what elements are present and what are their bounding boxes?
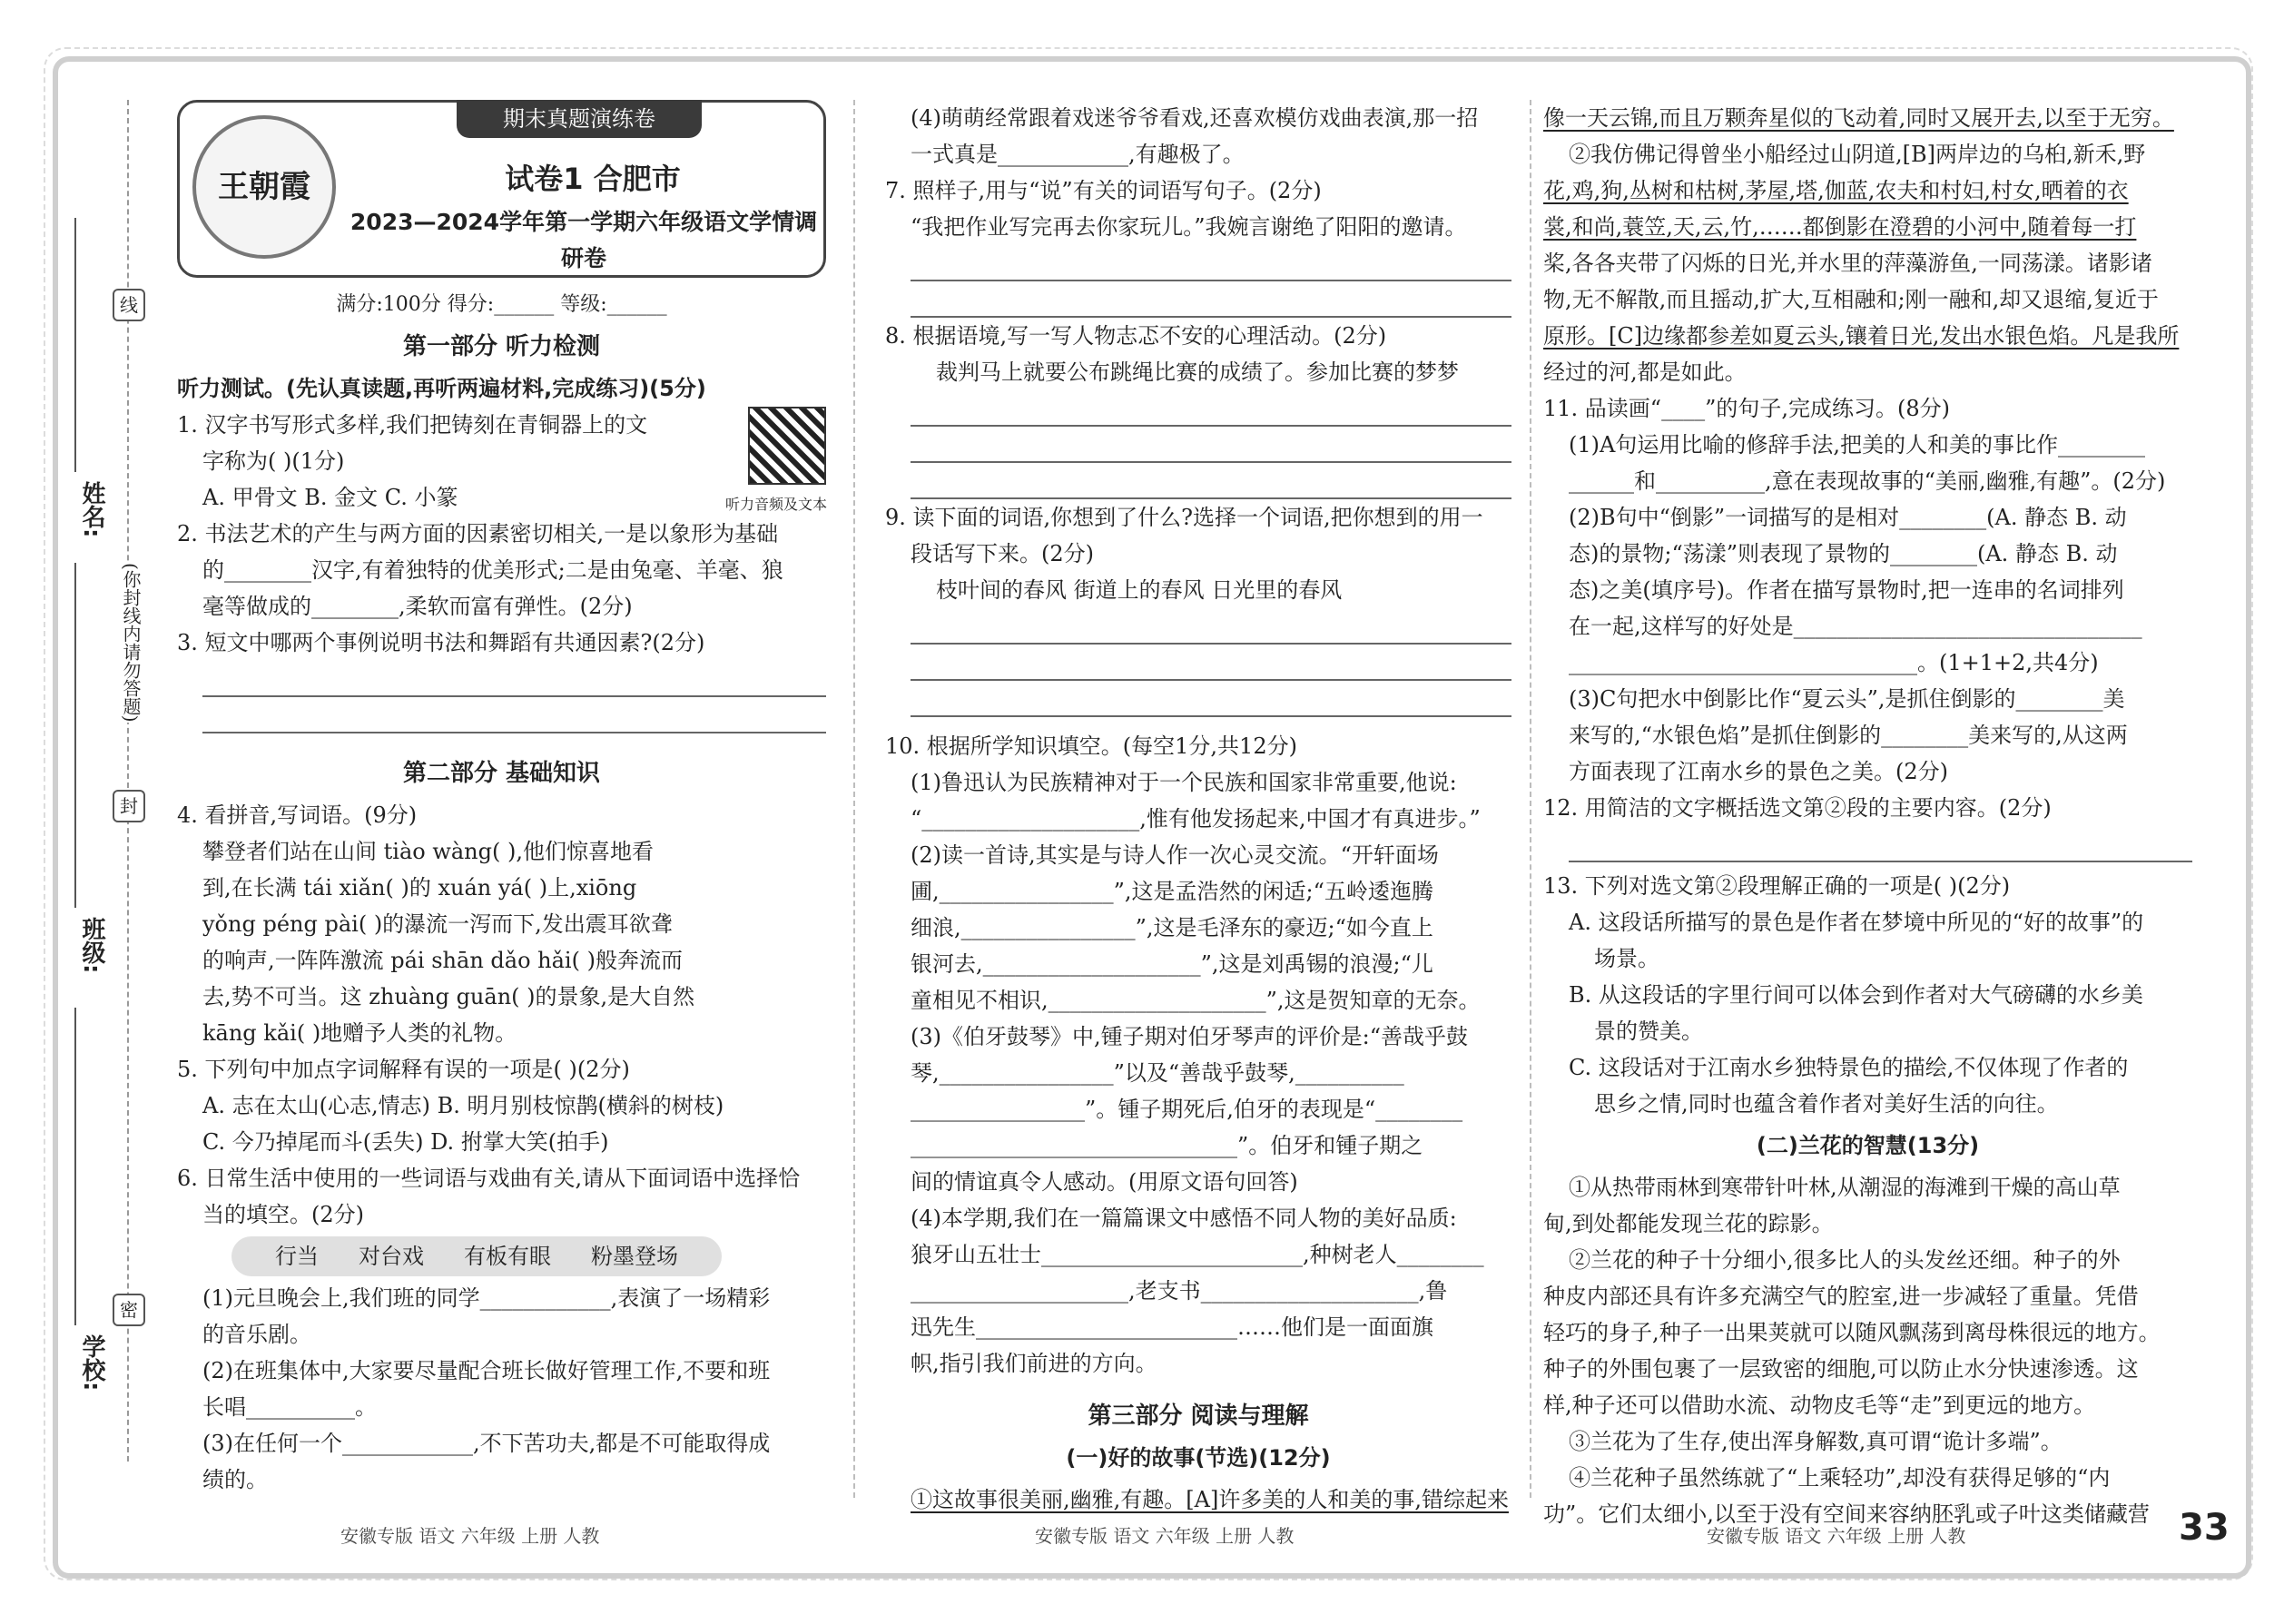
q6-item: 长唱__________。 xyxy=(202,1394,377,1420)
q10-item: 狼牙山五壮士________________________,种树老人________ xyxy=(911,1242,1484,1267)
qr-caption: 听力音频及文本 xyxy=(724,496,827,513)
column-divider xyxy=(853,100,855,1498)
q6-item: 的音乐剧。 xyxy=(202,1322,311,1347)
answer-line[interactable] xyxy=(911,681,1511,717)
q6-item: 一式真是____________,有趣极了。 xyxy=(911,142,1245,167)
q1-text: 字称为( )(1分) xyxy=(202,448,345,474)
q11-item: ________________________________。(1+1+2,共4分) xyxy=(1569,650,2099,675)
answer-line[interactable] xyxy=(911,427,1511,463)
column-2 xyxy=(885,100,1511,1518)
score-line: 满分:100分 得分:______ 等级:______ xyxy=(336,293,667,316)
q4-text: 去,势不可当。这 zhuàng guān( )的景象,是大自然 xyxy=(202,984,695,1009)
q4-text: 到,在长满 tái xiǎn( )的 xuán yá( )上,xiōng xyxy=(202,875,637,901)
class-line xyxy=(74,563,76,908)
answer-line[interactable] xyxy=(911,645,1511,681)
binding-mark-secret: 密 xyxy=(113,1294,145,1326)
q11-item: 来写的,“水银色焰”是抓住倒影的________美来写的,从这两 xyxy=(1569,723,2128,748)
q3-text: 3. 短文中哪两个事例说明书法和舞蹈有共通因素?(2分) xyxy=(177,630,705,655)
reading-text: 甸,到处都能发现兰花的踪影。 xyxy=(1543,1211,1834,1236)
reading-text: ①从热带雨林到寒带针叶林,从潮湿的海滩到干燥的高山草 xyxy=(1569,1175,2121,1200)
answer-line[interactable] xyxy=(911,281,1511,318)
word-item: 粉墨登场 xyxy=(591,1244,678,1269)
q12-text: 12. 用简洁的文字概括选文第②段的主要内容。(2分) xyxy=(1543,795,2052,821)
q2-text: 的________汉字,有着独特的优美形式;二是由兔毫、羊毫、狼 xyxy=(202,557,783,583)
q8-context: 裁判马上就要公布跳绳比赛的成绩了。参加比赛的梦梦 xyxy=(936,359,1459,385)
answer-line[interactable] xyxy=(202,697,826,733)
reading-text: 种子的外围包裹了一层致密的细胞,可以防止水分快速渗透。这 xyxy=(1543,1356,2139,1382)
q4-text: 的响声,一阵阵激流 pái shān dǎo hǎi( )般奔流而 xyxy=(202,948,683,973)
q7-text: 7. 照样子,用与“说”有关的词语写句子。(2分) xyxy=(885,178,1322,203)
q13-option: A. 这段话所描写的景色是作者在梦境中所见的“好的故事”的 xyxy=(1569,910,2144,935)
q4-text: 攀登者们站在山间 tiào wàng( ),他们惊喜地看 xyxy=(202,839,654,864)
answer-line[interactable] xyxy=(911,390,1511,427)
q5-options: A. 志在太山(心志,情志) B. 明月别枝惊鹊(横斜的树枝) xyxy=(202,1093,724,1118)
name-line xyxy=(74,218,76,472)
reading-text: 原形。[C]边缘都参差如夏云头,镶着日光,发出水银色焰。凡是我所 xyxy=(1543,323,2180,349)
q10-item: (4)本学期,我们在一篇篇课文中感悟不同人物的美好品质: xyxy=(911,1206,1457,1231)
q9-text: 段话写下来。(2分) xyxy=(911,541,1094,566)
reading-text: 种皮内部还具有许多充满空气的腔室,进一步减轻了重量。凭借 xyxy=(1543,1284,2139,1309)
q1-text: 1. 汉字书写形式多样,我们把铸刻在青铜器上的文 xyxy=(177,412,648,438)
q7-example: “我把作业写完再去你家玩儿。”我婉言谢绝了阳阳的邀请。 xyxy=(911,214,1467,240)
reading-text: ③兰花为了生存,使出浑身解数,真可谓“诡计多端”。 xyxy=(1569,1429,2063,1454)
footer-text: 安徽专版 语文 六年级 上册 人教 xyxy=(340,1525,600,1547)
exam-title: 试卷1 合肥市 xyxy=(505,162,681,196)
q10-item: ______________________________”。伯牙和锺子期之 xyxy=(911,1133,1423,1158)
q10-item: ____________________,老支书____________________,鲁 xyxy=(911,1278,1448,1304)
q11-item: 态)的景物;“荡漾”则表现了景物的________(A. 静态 B. 动 xyxy=(1569,541,2118,566)
section-heading: 第一部分 听力检测 xyxy=(402,333,601,360)
class-label: 班级: xyxy=(78,917,105,974)
q13-text: 13. 下列对选文第②段理解正确的一项是( )(2分) xyxy=(1543,873,2011,899)
q10-item: (2)读一首诗,其实是与诗人作一次心灵交流。“开轩面场 xyxy=(911,842,1439,868)
exam-badge: 期末真题演练卷 xyxy=(457,100,702,138)
q8-text: 8. 根据语境,写一写人物志忑不安的心理活动。(2分) xyxy=(885,323,1387,349)
answer-line[interactable] xyxy=(202,661,826,697)
q6-item: (2)在班集体中,大家要尽量配合班长做好管理工作,不要和班 xyxy=(202,1358,771,1383)
q9-phrases: 枝叶间的春风 街道上的春风 日光里的春风 xyxy=(936,577,1343,603)
school-label: 学校: xyxy=(78,1334,105,1392)
q1-options: A. 甲骨文 B. 金文 C. 小篆 xyxy=(202,485,458,510)
reading-text: 轻巧的身子,种子一出果荚就可以随风飘荡到离母株很远的地方。 xyxy=(1543,1320,2161,1345)
binding-mark-line: 线 xyxy=(113,289,145,321)
reading-text: ②我仿佛记得曾坐小船经过山阴道,[B]两岸边的乌桕,新禾,野 xyxy=(1569,142,2146,167)
reading-title: (一)好的故事(节选)(12分) xyxy=(1066,1445,1331,1471)
q4-text: kāng kǎi( )地赠予人类的礼物。 xyxy=(202,1020,517,1046)
q10-item: 银河去,____________________”,这是刘禹锡的浪漫;“儿 xyxy=(911,951,1433,977)
q13-option: 思乡之情,同时也蕴含着作者对美好生活的向往。 xyxy=(1594,1091,2059,1117)
q11-text: 11. 品读画“____”的句子,完成练习。(8分) xyxy=(1543,396,1950,421)
publisher-logo: 王朝霞 xyxy=(192,115,336,259)
q13-option: 场景。 xyxy=(1594,946,1659,971)
word-item: 有板有眼 xyxy=(464,1244,551,1269)
school-line xyxy=(74,1008,76,1325)
q10-item: 帜,指引我们前进的方向。 xyxy=(911,1351,1157,1376)
q11-item: 态)之美(填序号)。作者在描写景物时,把一连串的名词排列 xyxy=(1569,577,2124,603)
answer-line[interactable] xyxy=(911,245,1511,281)
reading-text: ①这故事很美丽,幽雅,有趣。[A]许多美的人和美的事,错综起来 xyxy=(911,1487,1509,1512)
column-1 xyxy=(177,100,826,1498)
reading-text: 功”。它们太细小,以至于没有空间来容纳胚乳或子叶这类储藏营 xyxy=(1543,1501,2150,1527)
q10-item: ________________”。锺子期死后,伯牙的表现是“________ xyxy=(911,1097,1463,1122)
q5-options: C. 今乃掉尾而斗(丢失) D. 拊掌大笑(拍手) xyxy=(202,1129,609,1155)
q10-item: (1)鲁迅认为民族精神对于一个民族和国家非常重要,他说: xyxy=(911,770,1457,795)
question-1 xyxy=(177,407,826,516)
q10-item: 琴,________________”以及“善哉乎鼓琴,__________ xyxy=(911,1060,1404,1086)
section-heading: 第三部分 阅读与理解 xyxy=(1088,1403,1309,1430)
qr-code[interactable] xyxy=(748,407,826,485)
q6-item: (4)萌萌经常跟着戏迷爷爷看戏,还喜欢模仿戏曲表演,那一招 xyxy=(911,105,1479,131)
reading-text: ②兰花的种子十分细小,很多比人的头发丝还细。种子的外 xyxy=(1569,1247,2121,1273)
q10-item: 迅先生________________________……他们是一面面旗 xyxy=(911,1314,1433,1340)
q4-text: 4. 看拼音,写词语。(9分) xyxy=(177,802,418,828)
q6-item: (3)在任何一个____________,不下苦功夫,都是不可能取得成 xyxy=(202,1431,771,1456)
q10-item: 童相见不相识,____________________”,这是贺知章的无奈。 xyxy=(911,988,1481,1013)
reading-title: (二)兰花的智慧(13分) xyxy=(1756,1133,1980,1158)
answer-line[interactable] xyxy=(1569,826,2192,862)
q11-item: (3)C句把水中倒影比作“夏云头”,是抓住倒影的________美 xyxy=(1569,686,2125,712)
q6-text: 当的填空。(2分) xyxy=(202,1202,364,1227)
page-number: 33 xyxy=(2179,1507,2230,1549)
reading-text: 像一天云锦,而且万颗奔星似的飞动着,同时又展开去,以至于无穷。 xyxy=(1543,105,2174,131)
q6-text: 6. 日常生活中使用的一些词语与戏曲有关,请从下面词语中选择恰 xyxy=(177,1166,801,1191)
reading-text: 物,无不解散,而且摇动,扩大,互相融和;刚一融和,却又退缩,复近于 xyxy=(1543,287,2159,312)
reading-text: 经过的河,都是如此。 xyxy=(1543,359,1747,385)
q6-item: (1)元旦晚会上,我们班的同学____________,表演了一场精彩 xyxy=(202,1285,771,1311)
q11-item: 方面表现了江南水乡的景色之美。(2分) xyxy=(1569,759,1948,784)
exam-header xyxy=(177,100,826,278)
reading-text: ④兰花种子虽然练就了“上乘轻功”,却没有获得足够的“内 xyxy=(1569,1465,2111,1491)
q10-text: 10. 根据所学知识填空。(每空1分,共12分) xyxy=(885,733,1297,759)
reading-text: 花,鸡,狗,丛树和枯树,茅屋,塔,伽蓝,农夫和村妇,村女,晒着的衣 xyxy=(1543,178,2129,203)
name-label: 姓名: xyxy=(78,481,105,538)
reading-text: 桨,各各夹带了闪烁的日光,并水里的萍藻游鱼,一同荡漾。诸影诸 xyxy=(1543,251,2152,276)
q10-item: 细浪,________________”,这是毛泽东的豪迈;“如今直上 xyxy=(911,915,1433,940)
footer-text: 安徽专版 语文 六年级 上册 人教 xyxy=(1707,1525,1966,1547)
q2-text: 2. 书法艺术的产生与两方面的因素密切相关,一是以象形为基础 xyxy=(177,521,779,546)
binding-note: (你封线内请勿答题) xyxy=(118,563,144,723)
q10-item: “____________________,惟有他发扬起来,中国才有真进步。” xyxy=(911,806,1481,832)
q11-item: ______和__________,意在表现故事的“美丽,幽雅,有趣”。(2分) xyxy=(1569,468,2166,494)
q13-option: C. 这段话对于江南水乡独特景色的描绘,不仅体现了作者的 xyxy=(1569,1055,2129,1080)
word-bank xyxy=(231,1236,722,1276)
q9-text: 9. 读下面的词语,你想到了什么?选择一个词语,把你想到的用一 xyxy=(885,505,1483,530)
answer-line[interactable] xyxy=(911,463,1511,499)
q13-option: 景的赞美。 xyxy=(1594,1019,1703,1044)
q10-item: 间的情谊真令人感动。(用原文语句回答) xyxy=(911,1169,1298,1195)
q2-text: 毫等做成的________,柔软而富有弹性。(2分) xyxy=(202,594,633,619)
section-heading: 第二部分 基础知识 xyxy=(402,760,601,787)
q10-item: 圃,________________”,这是孟浩然的闲适;“五岭逶迤腾 xyxy=(911,879,1433,904)
q11-item: (1)A句运用比喻的修辞手法,把美的人和美的事比作________ xyxy=(1569,432,2145,458)
footer-text: 安徽专版 语文 六年级 上册 人教 xyxy=(1035,1525,1295,1547)
column-3 xyxy=(1543,100,2192,1532)
word-item: 行当 xyxy=(275,1244,319,1269)
column-divider xyxy=(1530,100,1531,1498)
word-item: 对台戏 xyxy=(359,1244,424,1269)
binding-mark-seal: 封 xyxy=(113,790,145,822)
q11-item: (2)B句中“倒影”一词描写的是相对________(A. 静态 B. 动 xyxy=(1569,505,2127,530)
q10-item: (3)《伯牙鼓琴》中,锺子期对伯牙琴声的评价是:“善哉乎鼓 xyxy=(911,1024,1468,1049)
listening-intro: 听力测试。(先认真读题,再听两遍材料,完成练习)(5分) xyxy=(177,376,706,401)
q4-text: yǒng péng pài( )的瀑流一泻而下,发出震耳欲聋 xyxy=(202,911,673,937)
exam-subtitle: 2023—2024学年第一学期六年级语文学情调研卷 xyxy=(350,209,818,271)
reading-text: 样,种子还可以借助水流、动物皮毛等“走”到更远的地方。 xyxy=(1543,1393,2096,1418)
q13-option: B. 从这段话的字里行间可以体会到作者对大气磅礴的水乡美 xyxy=(1569,982,2143,1008)
q6-item: 绩的。 xyxy=(202,1467,268,1492)
reading-text: 裳,和尚,蓑笠,天,云,竹,……都倒影在澄碧的小河中,随着每一打 xyxy=(1543,214,2137,240)
q5-text: 5. 下列句中加点字词解释有误的一项是( )(2分) xyxy=(177,1057,630,1082)
answer-line[interactable] xyxy=(911,608,1511,645)
q11-item: 在一起,这样写的好处是________________________________ xyxy=(1569,614,2142,639)
